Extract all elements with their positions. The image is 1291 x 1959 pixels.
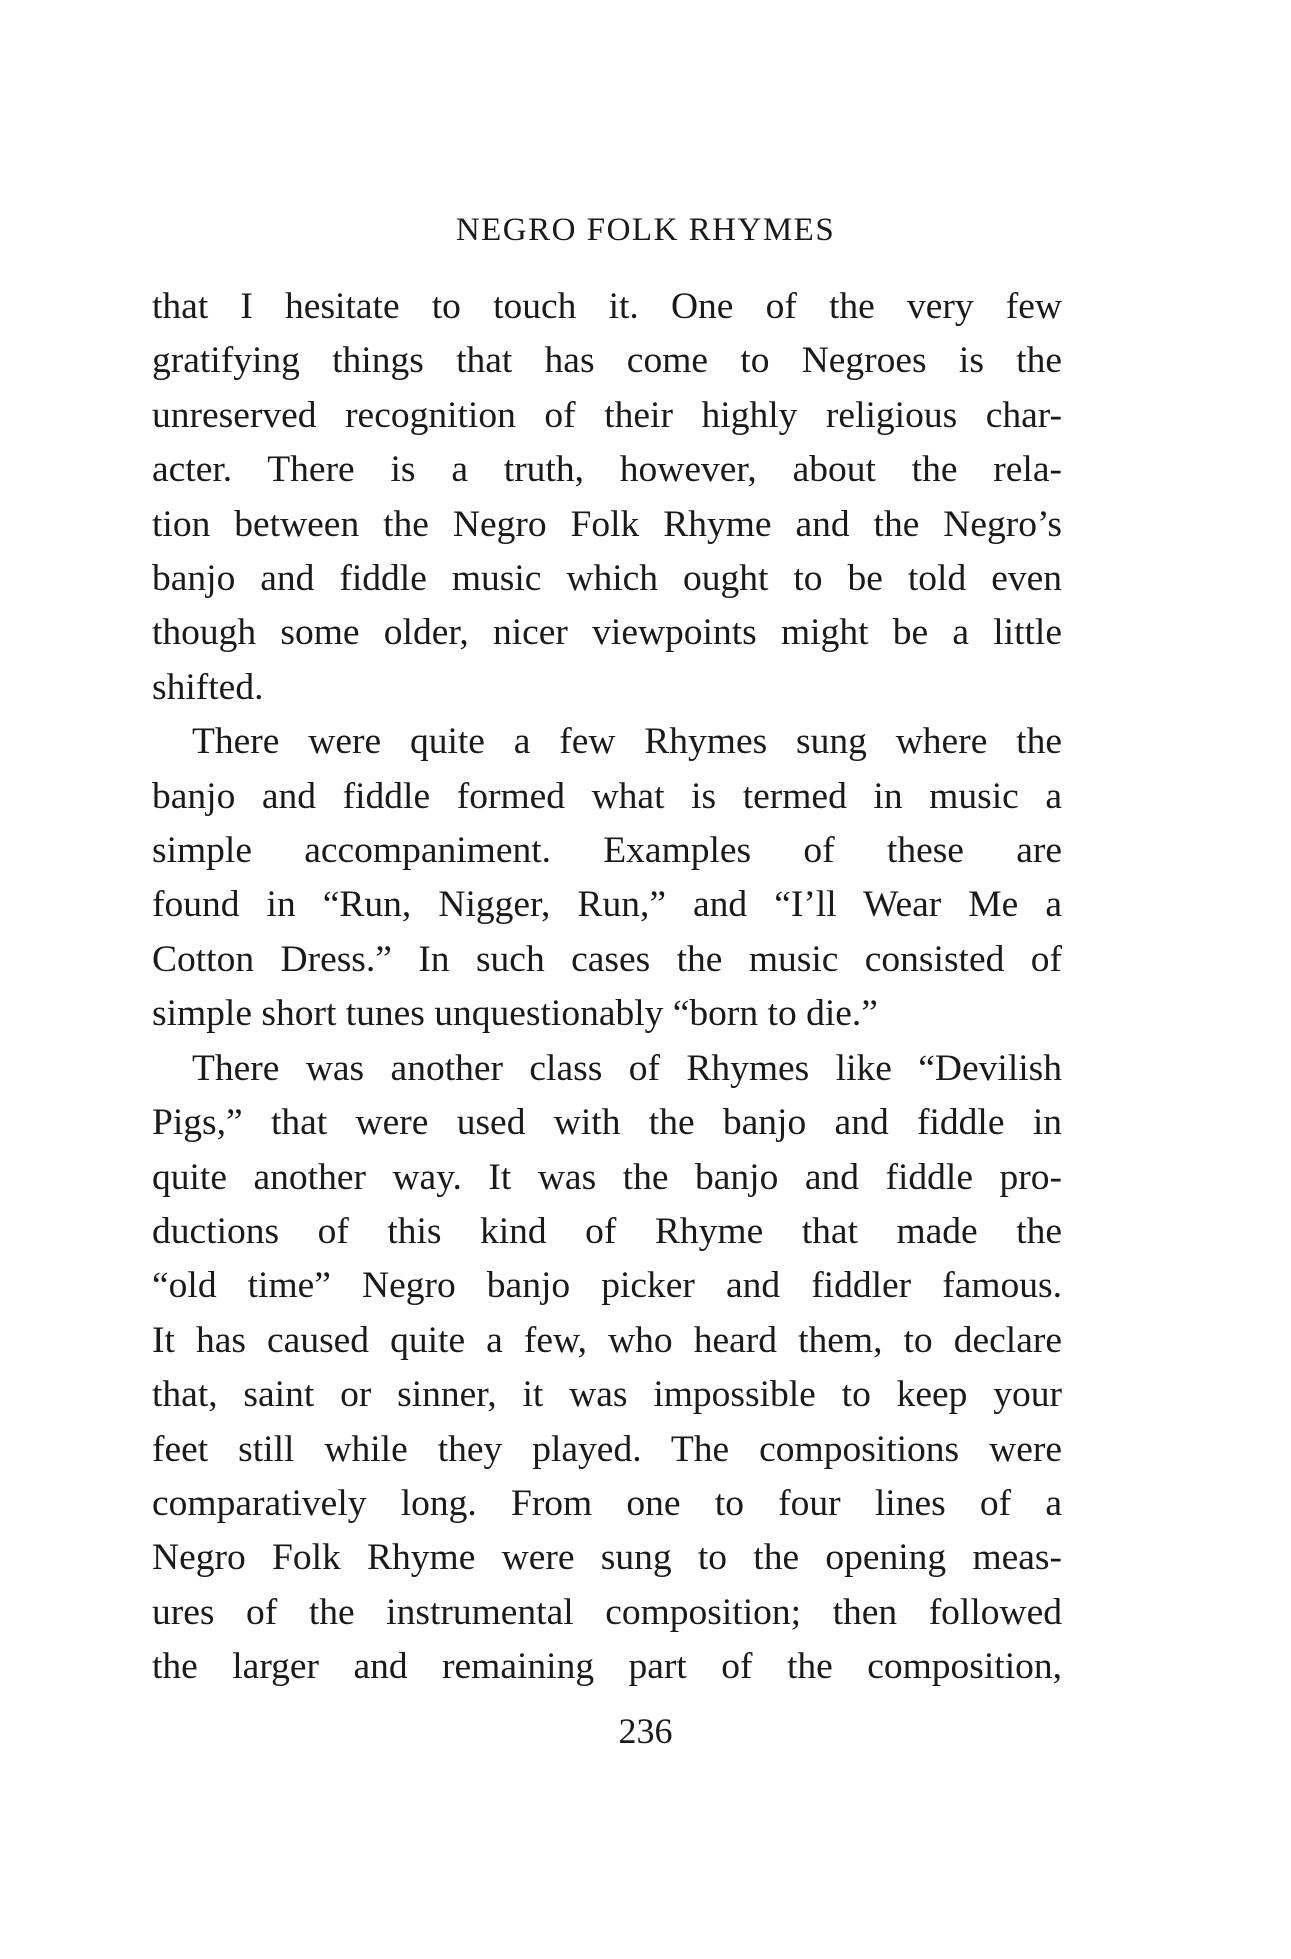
text-line: comparatively long. From one to four lines of a: [152, 1482, 1062, 1524]
text-line: tion between the Negro Folk Rhyme and the Negro’s: [152, 503, 1062, 545]
text-line: Negro Folk Rhyme were sung to the opening meas-: [152, 1537, 1062, 1579]
text-line: simple accompaniment. Examples of these are: [152, 830, 1062, 872]
text-line: ductions of this kind of Rhyme that made the: [152, 1210, 1062, 1252]
paragraph: [152, 715, 1062, 1041]
text-line: Cotton Dress.” In such cases the music consisted of: [152, 938, 1062, 980]
text-line: banjo and fiddle music which ought to be told even: [152, 558, 1062, 600]
text-line: unreserved recognition of their highly religious char-: [152, 394, 1062, 436]
running-head: NEGRO FOLK RHYMES: [455, 212, 836, 248]
text-line: the larger and remaining part of the composition,: [152, 1646, 1062, 1688]
text-line: feet still while they played. The compositions were: [152, 1428, 1062, 1470]
text-line: gratifying things that has come to Negroes is the: [152, 340, 1062, 382]
body-text: [152, 280, 1062, 1695]
page-number: 236: [618, 1711, 673, 1751]
text-line: shifted.: [152, 666, 264, 708]
text-line: found in “Run, Nigger, Run,” and “I’ll Wear Me a: [152, 884, 1062, 926]
text-line: It has caused quite a few, who heard them, to declare: [152, 1319, 1062, 1361]
text-line: ures of the instrumental composition; then followed: [152, 1591, 1062, 1633]
text-line: There was another class of Rhymes like “Devilish: [192, 1047, 1062, 1089]
text-line: simple short tunes unquestionably “born to die.”: [152, 993, 878, 1035]
text-line: There were quite a few Rhymes sung where the: [192, 721, 1062, 763]
text-line: banjo and fiddle formed what is termed in music a: [152, 775, 1062, 817]
text-line: that, saint or sinner, it was impossible to keep your: [152, 1374, 1062, 1416]
text-line: though some older, nicer viewpoints might be a little: [152, 612, 1062, 654]
text-line: Pigs,” that were used with the banjo and fiddle in: [152, 1102, 1062, 1144]
text-line: “old time” Negro banjo picker and fiddler famous.: [152, 1265, 1062, 1307]
paragraph: [152, 1042, 1062, 1695]
text-line: that I hesitate to touch it. One of the very few: [152, 286, 1062, 327]
text-line: acter. There is a truth, however, about the rela-: [152, 449, 1062, 491]
text-line: quite another way. It was the banjo and fiddle pro-: [152, 1156, 1062, 1198]
paragraph: [152, 280, 1062, 715]
